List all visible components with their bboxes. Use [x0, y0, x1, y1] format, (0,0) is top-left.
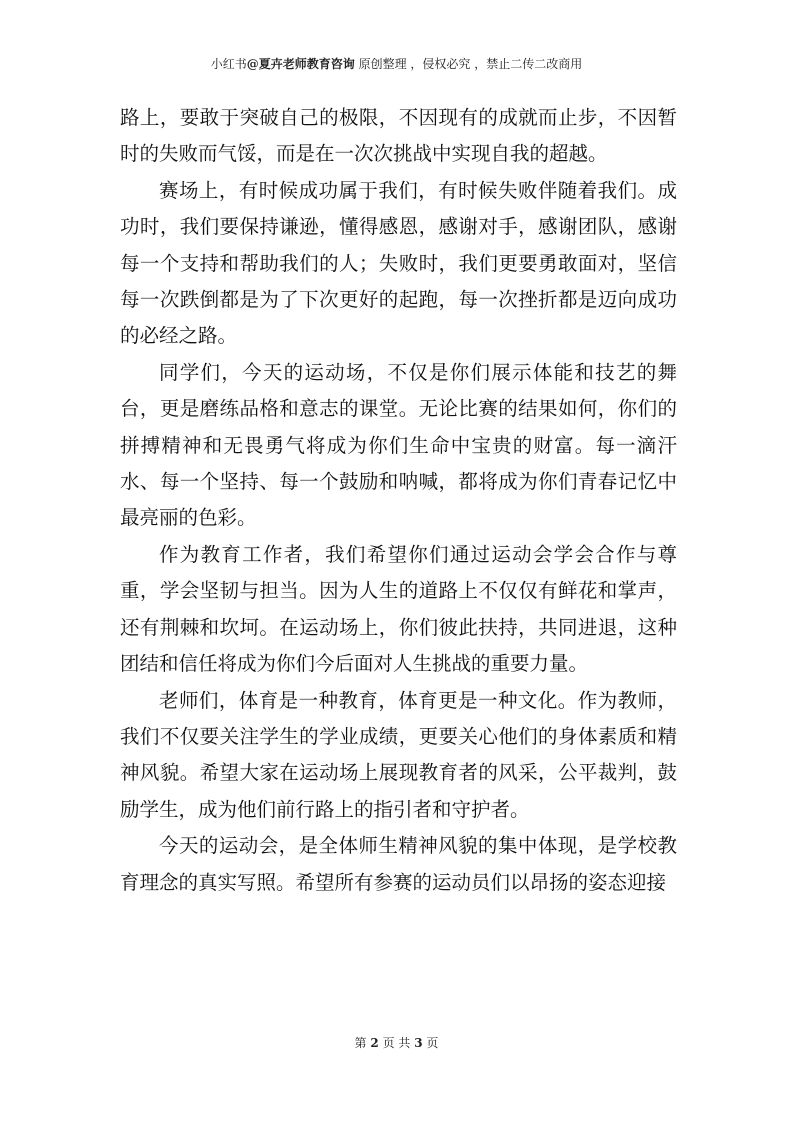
footer-label-mid: 页 共: [382, 1036, 411, 1050]
paragraph-continued: 路上，要敢于突破自己的极限，不因现有的成就而止步，不因暂时的失败而气馁，而是在一次次挑战中实现自我的超越。: [120, 106, 677, 166]
total-pages-number: 3: [414, 1036, 423, 1050]
paragraph: 作为教育工作者，我们希望你们通过运动会学会合作与尊重，学会坚韧与担当。因为人生的道路上不仅仅有鲜花和掌声，还有荆棘和坎坷。在运动场上，你们彼此扶持，共同进退，这种团结和信任将成为你们今后面对人生挑战的重要力量。: [120, 542, 677, 676]
paragraph: 同学们，今天的运动场，不仅是你们展示体能和技艺的舞台，更是磨练品格和意志的课堂。无论比赛的结果如何，你们的拼搏精神和无畏勇气将成为你们生命中宝贵的财富。每一滴汗水、每一个坚持、每一个鼓励和呐喊，都将成为你们青春记忆中最亮丽的色彩。: [120, 360, 677, 530]
paragraph: 赛场上，有时候成功属于我们，有时候失败伴随着我们。成功时，我们要保持谦逊，懂得感恩，感谢对手，感谢团队，感谢每一个支持和帮助我们的人；失败时，我们更要勇敢面对，坚信每一次跌倒都是为了下次更好的起跑，每一次挫折都是迈向成功的必经之路。: [120, 178, 677, 348]
page-header: [0, 56, 793, 72]
footer-label-page: 第: [354, 1036, 367, 1050]
header-brand: @夏卉老师教育咨询: [246, 57, 355, 71]
document-body: [120, 100, 677, 901]
page-footer: [0, 1035, 793, 1051]
header-prefix: 小红书: [210, 57, 247, 71]
paragraph: 今天的运动会，是全体师生精神风貌的集中体现，是学校教育理念的真实写照。希望所有参赛的运动员们以昂扬的姿态迎接: [120, 834, 677, 894]
footer-label-end: 页: [426, 1036, 439, 1050]
paragraph: 老师们，体育是一种教育，体育更是一种文化。作为教师，我们不仅要关注学生的学业成绩，更要关心他们的身体素质和精神风貌。希望大家在运动场上展现教育者的风采，公平裁判，鼓励学生，成为他们前行路上的指引者和守护者。: [120, 688, 677, 821]
header-notice: 原创整理 ，侵权必究 ，禁止二传二改商用: [354, 57, 583, 71]
current-page-number: 2: [370, 1036, 379, 1050]
